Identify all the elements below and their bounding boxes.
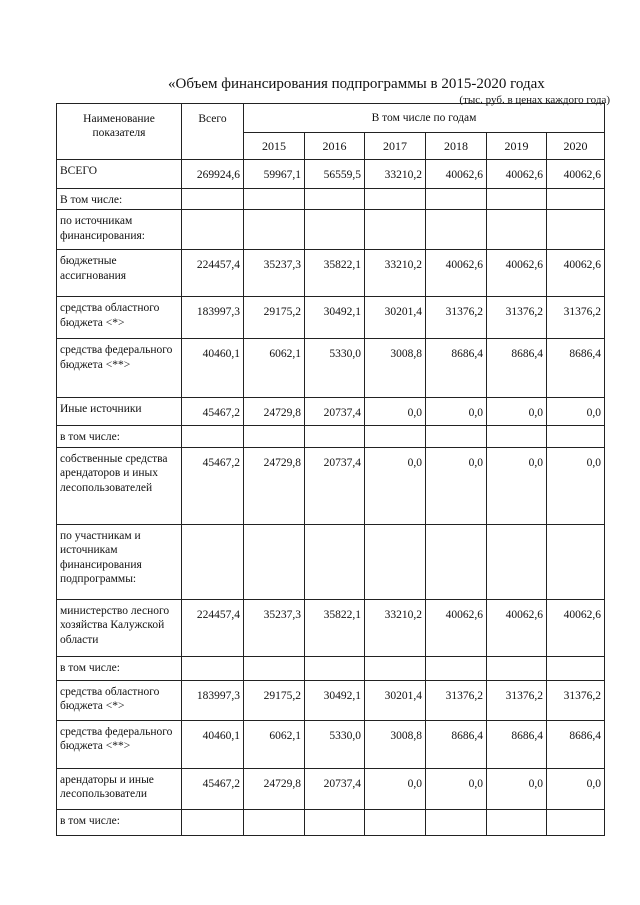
cell-year — [365, 210, 426, 250]
row-label: средства областного бюджета <*> — [57, 297, 182, 339]
table-row — [57, 599, 605, 656]
cell-year: 24729,8 — [244, 398, 305, 426]
cell-year: 30492,1 — [305, 297, 365, 339]
cell-year: 35237,3 — [244, 250, 305, 297]
cell-year: 3008,8 — [365, 339, 426, 398]
cell-year — [487, 426, 547, 447]
cell-year: 40062,6 — [487, 160, 547, 189]
header-total: Всего — [182, 104, 244, 160]
cell-total — [182, 426, 244, 447]
table-row — [57, 339, 605, 398]
cell-year: 33210,2 — [365, 599, 426, 656]
cell-year: 0,0 — [426, 398, 487, 426]
header-years-group: В том числе по годам — [244, 104, 605, 133]
cell-year: 40062,6 — [487, 250, 547, 297]
cell-year — [487, 210, 547, 250]
table-row — [57, 447, 605, 524]
cell-total: 40460,1 — [182, 720, 244, 768]
row-label: В том числе: — [57, 189, 182, 210]
cell-year — [244, 809, 305, 835]
cell-year — [547, 524, 605, 599]
cell-year: 31376,2 — [426, 680, 487, 720]
table-row — [57, 426, 605, 447]
cell-year: 0,0 — [547, 447, 605, 524]
cell-total: 224457,4 — [182, 599, 244, 656]
cell-year: 3008,8 — [365, 720, 426, 768]
cell-year — [426, 656, 487, 680]
row-label: в том числе: — [57, 426, 182, 447]
row-label: собственные средства арендаторов и иных лесопользователей — [57, 447, 182, 524]
cell-year — [426, 809, 487, 835]
cell-year — [305, 210, 365, 250]
table-row — [57, 680, 605, 720]
cell-year — [487, 809, 547, 835]
cell-year: 31376,2 — [547, 680, 605, 720]
row-label: арендаторы и иные лесопользователи — [57, 768, 182, 809]
cell-year — [426, 210, 487, 250]
cell-year: 31376,2 — [487, 297, 547, 339]
cell-year — [426, 524, 487, 599]
header-year: 2017 — [365, 133, 426, 160]
table-row — [57, 297, 605, 339]
row-label: министерство лесного хозяйства Калужской области — [57, 599, 182, 656]
cell-year: 40062,6 — [547, 599, 605, 656]
header-name: Наименование показателя — [57, 104, 182, 160]
cell-year — [365, 656, 426, 680]
cell-year: 56559,5 — [305, 160, 365, 189]
cell-year: 40062,6 — [426, 250, 487, 297]
cell-total: 183997,3 — [182, 680, 244, 720]
cell-year: 6062,1 — [244, 339, 305, 398]
cell-year — [547, 426, 605, 447]
cell-year: 6062,1 — [244, 720, 305, 768]
cell-year — [547, 189, 605, 210]
cell-year: 35237,3 — [244, 599, 305, 656]
header-year: 2016 — [305, 133, 365, 160]
cell-year — [426, 426, 487, 447]
cell-year — [487, 524, 547, 599]
cell-year — [547, 809, 605, 835]
table-row — [57, 160, 605, 189]
table-row — [57, 656, 605, 680]
cell-year — [244, 426, 305, 447]
table-row — [57, 398, 605, 426]
cell-year: 0,0 — [547, 398, 605, 426]
header-year: 2019 — [487, 133, 547, 160]
cell-year: 8686,4 — [487, 720, 547, 768]
cell-year — [244, 189, 305, 210]
cell-year — [305, 524, 365, 599]
row-label: бюджетные ассигнования — [57, 250, 182, 297]
cell-total: 45467,2 — [182, 398, 244, 426]
cell-year: 5330,0 — [305, 339, 365, 398]
cell-year — [365, 189, 426, 210]
cell-year — [426, 189, 487, 210]
cell-year: 40062,6 — [547, 250, 605, 297]
document-title: «Объем финансирования подпрограммы в 2015-2020 годах — [168, 76, 545, 92]
cell-year: 8686,4 — [487, 339, 547, 398]
cell-year: 8686,4 — [547, 339, 605, 398]
cell-year: 8686,4 — [547, 720, 605, 768]
cell-year — [244, 656, 305, 680]
header-year: 2018 — [426, 133, 487, 160]
cell-year: 29175,2 — [244, 680, 305, 720]
cell-year — [305, 189, 365, 210]
cell-year: 0,0 — [487, 447, 547, 524]
table-row — [57, 720, 605, 768]
table-row — [57, 250, 605, 297]
table-row — [57, 524, 605, 599]
cell-year: 5330,0 — [305, 720, 365, 768]
cell-year — [365, 524, 426, 599]
row-label: по источникам финансирования: — [57, 210, 182, 250]
financing-table — [56, 103, 605, 836]
cell-year: 0,0 — [487, 768, 547, 809]
cell-year: 0,0 — [365, 768, 426, 809]
cell-year: 31376,2 — [487, 680, 547, 720]
cell-year: 0,0 — [487, 398, 547, 426]
row-label: в том числе: — [57, 656, 182, 680]
cell-year: 35822,1 — [305, 599, 365, 656]
cell-year: 30492,1 — [305, 680, 365, 720]
cell-year — [365, 426, 426, 447]
cell-total: 183997,3 — [182, 297, 244, 339]
cell-total: 45467,2 — [182, 768, 244, 809]
cell-year: 29175,2 — [244, 297, 305, 339]
cell-year — [547, 656, 605, 680]
cell-year — [487, 656, 547, 680]
cell-year: 8686,4 — [426, 339, 487, 398]
cell-year: 8686,4 — [426, 720, 487, 768]
cell-total: 40460,1 — [182, 339, 244, 398]
cell-year: 0,0 — [365, 398, 426, 426]
cell-year: 0,0 — [426, 447, 487, 524]
cell-year: 20737,4 — [305, 447, 365, 524]
row-label: Иные источники — [57, 398, 182, 426]
table-row — [57, 210, 605, 250]
row-label: ВСЕГО — [57, 160, 182, 189]
cell-total — [182, 189, 244, 210]
cell-year: 31376,2 — [426, 297, 487, 339]
cell-year: 0,0 — [365, 447, 426, 524]
cell-total — [182, 656, 244, 680]
cell-year — [305, 809, 365, 835]
cell-year: 40062,6 — [547, 160, 605, 189]
cell-year: 30201,4 — [365, 680, 426, 720]
cell-year — [365, 809, 426, 835]
table-row — [57, 189, 605, 210]
cell-year — [244, 524, 305, 599]
cell-total: 45467,2 — [182, 447, 244, 524]
cell-year: 33210,2 — [365, 250, 426, 297]
cell-year: 24729,8 — [244, 768, 305, 809]
row-label: средства федерального бюджета <**> — [57, 720, 182, 768]
table-body — [57, 160, 605, 836]
cell-year — [547, 210, 605, 250]
cell-total — [182, 210, 244, 250]
header-year: 2020 — [547, 133, 605, 160]
row-label: по участникам и источникам финансирования подпрограммы: — [57, 524, 182, 599]
cell-year: 33210,2 — [365, 160, 426, 189]
cell-year: 40062,6 — [487, 599, 547, 656]
cell-year: 0,0 — [547, 768, 605, 809]
cell-total: 224457,4 — [182, 250, 244, 297]
cell-year: 59967,1 — [244, 160, 305, 189]
cell-year — [305, 426, 365, 447]
row-label: средства федерального бюджета <**> — [57, 339, 182, 398]
cell-year: 35822,1 — [305, 250, 365, 297]
cell-year: 40062,6 — [426, 160, 487, 189]
cell-year: 0,0 — [426, 768, 487, 809]
units-note: (тыс. руб. в ценах каждого года) — [459, 94, 610, 106]
cell-year — [244, 210, 305, 250]
cell-year — [305, 656, 365, 680]
cell-year — [487, 189, 547, 210]
cell-total — [182, 524, 244, 599]
cell-total: 269924,6 — [182, 160, 244, 189]
row-label: в том числе: — [57, 809, 182, 835]
cell-year: 30201,4 — [365, 297, 426, 339]
cell-year: 31376,2 — [547, 297, 605, 339]
row-label: средства областного бюджета <*> — [57, 680, 182, 720]
cell-year: 20737,4 — [305, 768, 365, 809]
cell-total — [182, 809, 244, 835]
header-year: 2015 — [244, 133, 305, 160]
cell-year: 24729,8 — [244, 447, 305, 524]
table-row — [57, 768, 605, 809]
cell-year: 40062,6 — [426, 599, 487, 656]
cell-year: 20737,4 — [305, 398, 365, 426]
table-row — [57, 809, 605, 835]
